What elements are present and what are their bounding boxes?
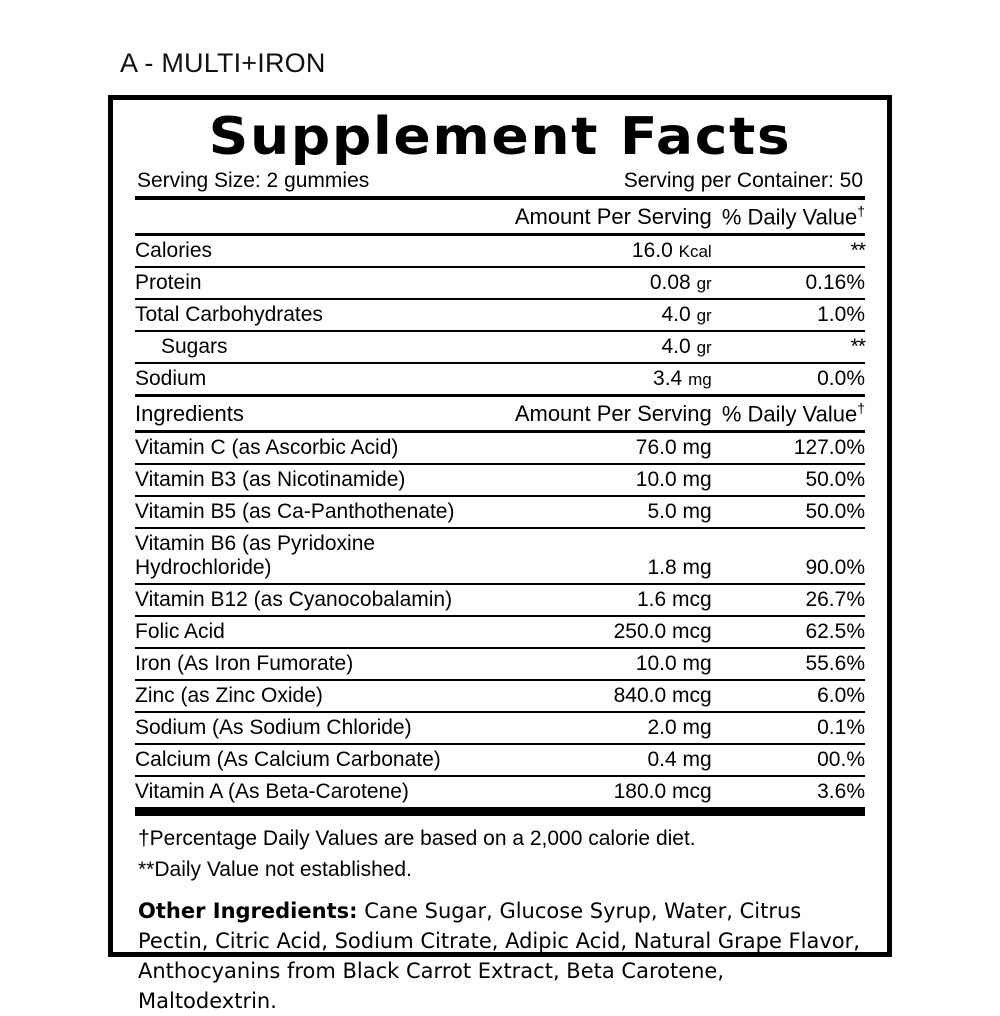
ingredient-amount: 2.0 mg bbox=[478, 712, 712, 744]
ingredient-dv: 90.0% bbox=[712, 528, 865, 584]
other-ingredients bbox=[135, 897, 865, 1016]
ingredient-dv: 50.0% bbox=[712, 496, 865, 528]
nutrition-dv: ** bbox=[712, 234, 865, 267]
nutrition-amount: 4.0 gr bbox=[478, 299, 712, 331]
table-row bbox=[135, 496, 865, 528]
table-row bbox=[135, 363, 865, 396]
nutrition-unit: mg bbox=[688, 369, 712, 389]
ingredient-dv: 00.% bbox=[712, 744, 865, 776]
ingredients-table bbox=[135, 397, 865, 807]
ingredient-dv: 6.0% bbox=[712, 680, 865, 712]
spacer-cell bbox=[135, 200, 478, 235]
ingredient-name: Sodium (As Sodium Chloride) bbox=[135, 712, 478, 744]
nutrition-unit: gr bbox=[696, 305, 712, 325]
ingredient-amount: 250.0 mcg bbox=[478, 616, 712, 648]
serving-per-container: Serving per Container: 50 bbox=[623, 168, 863, 192]
ingredient-amount: 0.4 mg bbox=[478, 744, 712, 776]
nutrition-dv: 0.16% bbox=[712, 267, 865, 299]
ingredient-dv: 0.1% bbox=[712, 712, 865, 744]
ingredient-name: Iron (As Iron Fumorate) bbox=[135, 648, 478, 680]
table-row bbox=[135, 299, 865, 331]
ingredient-name: Zinc (as Zinc Oxide) bbox=[135, 680, 478, 712]
supplement-facts-panel bbox=[108, 95, 892, 1013]
nutrition-amount: 4.0 gr bbox=[478, 331, 712, 363]
ingredient-name: Vitamin A (As Beta-Carotene) bbox=[135, 780, 409, 804]
ingredient-name: Folic Acid bbox=[135, 616, 478, 648]
nutrition-name: Total Carbohydrates bbox=[135, 299, 478, 331]
dagger-icon: † bbox=[857, 202, 865, 219]
ingredient-name: Vitamin B3 (as Nicotinamide) bbox=[135, 464, 478, 496]
table-row bbox=[135, 331, 865, 363]
nutrition-name: Sugars bbox=[135, 331, 478, 363]
panel-title: Supplement Facts bbox=[208, 107, 792, 167]
table-row bbox=[135, 267, 865, 299]
table-row bbox=[135, 464, 865, 496]
table-row bbox=[135, 712, 865, 744]
dagger-icon: † bbox=[857, 399, 865, 416]
ingredient-amount: 840.0 mcg bbox=[478, 680, 712, 712]
ingredient-dv: 127.0% bbox=[712, 432, 865, 465]
nutrition-name: Calories bbox=[135, 234, 478, 267]
serving-size: Serving Size: 2 gummies bbox=[137, 168, 370, 192]
page-title: A - MULTI+IRON bbox=[120, 48, 326, 78]
header-amount-per-serving: Amount Per Serving bbox=[478, 200, 712, 235]
ingredient-amount: 10.0 mg bbox=[478, 648, 712, 680]
header-ingredients: Ingredients bbox=[135, 397, 478, 432]
ingredient-amount: 76.0 mg bbox=[478, 432, 712, 465]
nutrition-unit: gr bbox=[696, 273, 712, 293]
nutrition-name: Protein bbox=[135, 267, 478, 299]
table-row bbox=[135, 528, 865, 584]
ingredients-column-header-row bbox=[135, 397, 865, 432]
nutrition-amount: 0.08 gr bbox=[478, 267, 712, 299]
nutrition-amount: 3.4 mg bbox=[478, 363, 712, 396]
table-row bbox=[135, 648, 865, 680]
ingredient-name: Vitamin B12 (as Cyanocobalamin) bbox=[135, 584, 478, 616]
ingredient-dv: 62.5% bbox=[712, 616, 865, 648]
ingredient-amount: 180.0 mcg bbox=[613, 780, 712, 804]
footnote-not-established: **Daily Value not established. bbox=[138, 857, 412, 881]
table-row bbox=[135, 584, 865, 616]
ingredient-amount: 10.0 mg bbox=[478, 464, 712, 496]
nutrition-amount: 16.0 Kcal bbox=[478, 234, 712, 267]
nutrition-dv: 1.0% bbox=[712, 299, 865, 331]
nutrition-dv: 0.0% bbox=[712, 363, 865, 396]
ingredient-amount: 1.6 mcg bbox=[478, 584, 712, 616]
ingredient-dv: 55.6% bbox=[712, 648, 865, 680]
header-amount-per-serving: Amount Per Serving bbox=[478, 397, 712, 432]
ingredient-name: Vitamin C (as Ascorbic Acid) bbox=[135, 432, 478, 465]
footnotes bbox=[135, 824, 865, 885]
table-row bbox=[135, 776, 865, 807]
other-ingredients-label: Other Ingredients: bbox=[138, 899, 358, 924]
nutrition-table bbox=[135, 200, 865, 397]
divider-below-ingredients bbox=[135, 807, 865, 816]
table-row bbox=[135, 616, 865, 648]
other-ingredients-text: Cane Sugar, Glucose Syrup, Water, Citrus Pectin, Citric Acid, Sodium Citrate, Adipic Acid, Natural Grape Flavor, Anthocyanins from Black Carrot Extract, Beta Carotene, Maltodextrin. bbox=[138, 899, 860, 1013]
table-row bbox=[135, 432, 865, 465]
table-row bbox=[135, 680, 865, 712]
footnote-daily-values: †Percentage Daily Values are based on a 2,000 calorie diet. bbox=[138, 827, 696, 851]
ingredient-name: Vitamin B5 (as Ca-Panthothenate) bbox=[135, 496, 478, 528]
ingredient-dv: 26.7% bbox=[712, 584, 865, 616]
nutrition-dv: ** bbox=[712, 331, 865, 363]
ingredient-amount: 1.8 mg bbox=[478, 528, 712, 584]
ingredient-name: Calcium (As Calcium Carbonate) bbox=[135, 744, 478, 776]
nutrition-unit: gr bbox=[696, 337, 712, 357]
nutrition-name: Sodium bbox=[135, 363, 478, 396]
header-daily-value: % Daily Value† bbox=[712, 200, 865, 235]
ingredient-dv: 50.0% bbox=[712, 464, 865, 496]
table-row bbox=[135, 234, 865, 267]
nutrition-column-header-row bbox=[135, 200, 865, 235]
ingredient-amount: 5.0 mg bbox=[478, 496, 712, 528]
table-row bbox=[135, 744, 865, 776]
ingredient-dv: 3.6% bbox=[817, 780, 865, 804]
header-daily-value: % Daily Value† bbox=[712, 397, 865, 432]
nutrition-unit: Kcal bbox=[678, 241, 712, 261]
ingredient-name: Vitamin B6 (as Pyridoxine Hydrochloride) bbox=[135, 528, 478, 584]
serving-info-row bbox=[135, 167, 865, 196]
